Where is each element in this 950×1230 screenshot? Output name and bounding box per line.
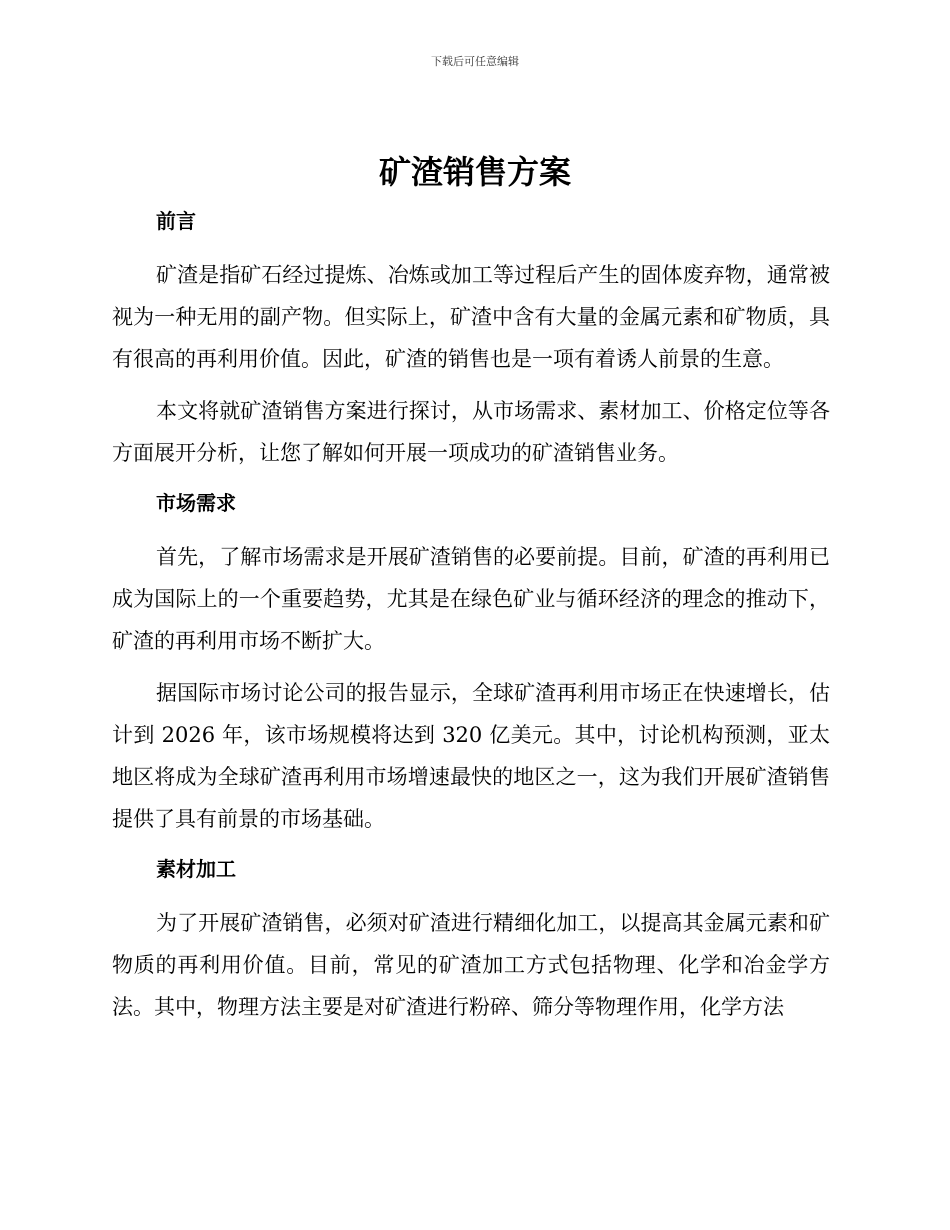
paragraph: 首先，了解市场需求是开展矿渣销售的必要前提。目前，矿渣的再利用已成为国际上的一个重要趋势，尤其是在绿色矿业与循环经济的理念的推动下，矿渣的再利用市场不断扩大。 bbox=[112, 545, 830, 653]
section-heading-material-processing: 素材加工 bbox=[156, 857, 236, 881]
paragraph: 本文将就矿渣销售方案进行探讨，从市场需求、素材加工、价格定位等各方面展开分析，让您了解如何开展一项成功的矿渣销售业务。 bbox=[112, 399, 830, 465]
paragraph: 为了开展矿渣销售，必须对矿渣进行精细化加工，以提高其金属元素和矿物质的再利用价值。目前，常见的矿渣加工方式包括物理、化学和冶金学方法。其中，物理方法主要是对矿渣进行粉碎、筛分等物理作用，化学方法 bbox=[112, 911, 830, 1019]
document-body bbox=[112, 202, 830, 1028]
paragraph: 据国际市场讨论公司的报告显示，全球矿渣再利用市场正在快速增长，估计到 2026 年，该市场规模将达到 320 亿美元。其中，讨论机构预测，亚太地区将成为全球矿渣再利用市场增速最快的地区之一，这为我们开展矿渣销售提供了具有前景的市场基础。 bbox=[112, 681, 830, 831]
section-heading-market-demand: 市场需求 bbox=[156, 491, 236, 515]
header-note: 下载后可任意编辑 bbox=[431, 55, 519, 68]
section-heading-preface: 前言 bbox=[156, 209, 196, 233]
document-title: 矿渣销售方案 bbox=[378, 153, 571, 191]
paragraph: 矿渣是指矿石经过提炼、冶炼或加工等过程后产生的固体废弃物，通常被视为一种无用的副产物。但实际上，矿渣中含有大量的金属元素和矿物质，具有很高的再利用价值。因此，矿渣的销售也是一项有着诱人前景的生意。 bbox=[112, 263, 830, 371]
